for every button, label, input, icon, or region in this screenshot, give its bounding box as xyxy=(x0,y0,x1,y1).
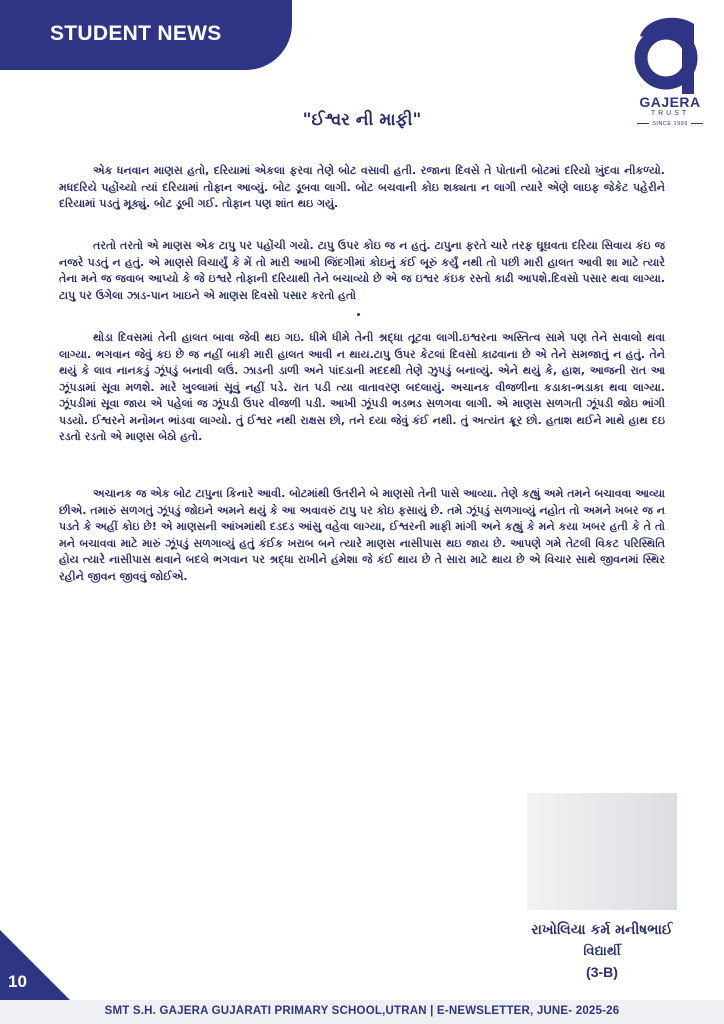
page-number: 10 xyxy=(8,972,27,991)
section-title: STUDENT NEWS xyxy=(50,22,222,45)
gajera-logo-icon xyxy=(632,14,710,94)
separator-dot xyxy=(357,313,360,316)
student-photo xyxy=(527,793,677,910)
article-paragraph: તરતો તરતો એ માણસ એક ટાપુ પર પહોંચી ગયો. ટાપુ ઉપર કોઇ જ ન હતું. ટાપુના ફરતે ચારે તરફ ઘૂઘવતા દરિયા સિવાય કંઇ જ નજરે પડતું ન હતું. એ માણસે વિચાર્યું કે મેં તો મારી આખી જિંદગીમાં કોઇનું કંઈ બૂરું કર્યું નથી તો પછી મારી હાલત આવી શા માટે ત્યારે તેના મને જ જવાબ આપ્યો કે જે ઇશ્વરે તોફાની દરિયાથી તેને બચાવ્યો છે એ જ ઇશ્વર કંઇક રસ્તો કાઢી આપશે.દિવસો પસાર થવા લાગ્યા. ટાપુ પર ઉગેલા ઝાડ-પાન ખાઇને એ માણસ દિવસો પસાર કરતો હતો xyxy=(59,239,665,302)
article-paragraph: અચાનક જ એક બોટ ટાપુના કિનારે આવી. બોટમાંથી ઉતરીને બે માણસો તેની પાસે આવ્યા. તેણે કહ્યું અમે તમને બચાવવા આવ્યા છીએ. તમારું સળગતું ઝૂંપડું જોઇને અમને થયું કે આ અવાવરું ટાપુ પર કોઇ ફસાયું છે. તમે ઝૂંપડું સળગાવ્યું નહોત તો અમને ખબર જ ન પડતે કે અહીં કોઇ છે! એ માણસની આંખમાંથી દડદડ આંસુ વહેવા લાગ્યા, ઈશ્વરની માફી માંગી અને કહ્યું કે મને કયા ખબર હતી કે તે તો મને બચાવવા માટે મારું ઝૂંપડું સળગાવ્યું હતું કંઈક ખરાબ બને ત્યારે માણસ નાસીપાસ થઇ જાય છે. આપણે ગમે તેટલી વિકટ પરિસ્થિતિ હોય ત્યારે નાસીપાસ થવાને બદલે ભગવાન પર શ્રદ્ધા રાખીને હંમેશા જે કંઈ થાય છે તે સારા માટે થાય છે એ વિચાર સાથે જીવનમાં સ્થિર રહીને જીવન જીવવું જોઈએ. xyxy=(59,487,665,583)
logo-since: SINCE 1993 xyxy=(628,121,712,127)
article-paragraph: થોડા દિવસમાં તેની હાલત બાવા જેવી થઇ ગઇ. ધીમે ધીમે તેની શ્રદ્ધા તૂટવા લાગી.ઇશ્વરના અસ્તિત્વ સામે પણ તેને સવાલો થવા લાગ્યા. ભગવાન જેવું કઇ છે જ નહીં બાકી મારી હાલત આવી ન થાય.ટાપુ ઉપર કેટલાં દિવસો કાઢવાના છે એ તેને સમજાતું ન હતું. તેને થયું કે લાવ નાનકડું ઝૂંપડું બનાવી લઉં. ઝાડની ડાળી અને પાંદડાની મદદથી તેણે ઝુપડું બનાવ્યું. એને થયું કે, હાશ, આજની રાત આ ઝૂંપડામાં સૂવા મળશે. મારે ખુલ્લામાં સૂવું નહીં પડે. રાત પડી ત્યા વાતાવરણ બદલાયું. અચાનક વીજળીના કડાકા-ભડાકા થવા લાગ્યા. ઝૂંપડીમાં સૂવા જાય એ પહેલાં જ ઝૂંપડી ઉપર વીજળી પડી. આખી ઝૂંપડી ભડભડ સળગવા લાગી. એ માણસ સળગતી ઝૂંપડી જોઇ ભાંગી પડયો. ઈશ્વરને મનોમન ભાંડવા લાગ્યો. તું ઈશ્વર નથી રાક્ષસ છો, તને દયા જેવું કંઈ નથી. તું અત્યંત ક્રૂર છો. હતાશ થઈને માથે હાથ દઇ રડતો રડતો એ માણસ બેઠો હતો. xyxy=(59,331,665,443)
footer-text: SMT S.H. GAJERA GUJARATI PRIMARY SCHOOL,UTRAN | E-NEWSLETTER, JUNE- 2025-26 xyxy=(104,1005,620,1017)
student-role: વિદ્યાર્થી xyxy=(583,944,621,959)
article-title: "ઈશ્વર ની માફી" xyxy=(302,110,422,130)
student-name: રાખોલિયા કર્મ મનીષભાઈ xyxy=(531,922,673,938)
logo-name: GAJERA xyxy=(639,94,701,110)
logo-subtitle: TRUST xyxy=(650,110,690,117)
student-class: (3-B) xyxy=(586,964,618,980)
article-paragraph: એક ધનવાન માણસ હતો, દરિયામાં એકલા ફરવા તેણે બોટ વસાવી હતી. રજાના દિવસે તે પોતાની બોટમાં દરિયો ખુંદવા નીકળ્યો. મધદરિયે પહોંચ્યો ત્યાં દરિયામાં તોફાન આવ્યું. બોટ ડૂબવા લાગી. બોટ બચવાની કોઇ શક્યતા ન લાગી ત્યારે એણે લાઇફ જેકેટ પહેરીને દરિયામાં પડતું મૂક્યું. બોટ ડૂબી ગઈ. તોફાન પણ શાંત થઇ ગયું. xyxy=(59,164,665,210)
